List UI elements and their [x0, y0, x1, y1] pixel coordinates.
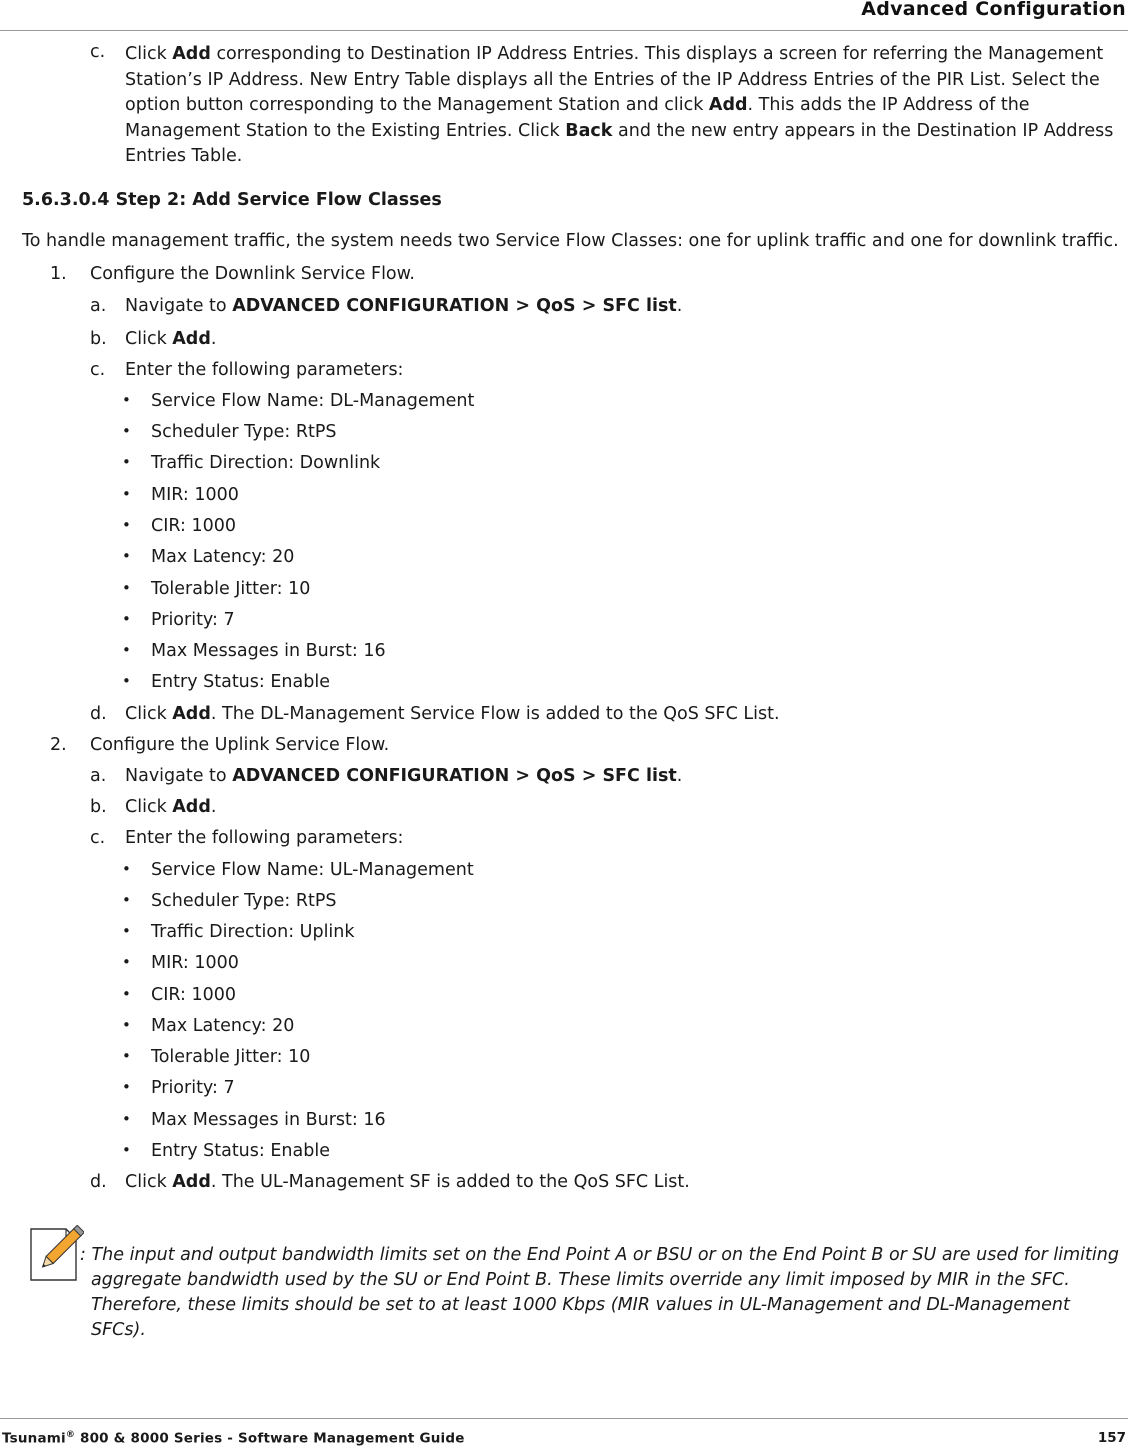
page-footer — [0, 1418, 1128, 1448]
step-c-paragraph: Click Add corresponding to Destination IP Address Entries. This displays a screen for referring the Management Station’s IP Address. New Entry Table displays all the Entries of the IP Address Entries of the PIR List. Select the option button corresponding to the Management Station and click Add. This adds the IP Address of the Management Station to the Existing Entries. Click Back and the new entry appears in the Destination IP Address Entries Table. — [125, 44, 1114, 167]
list-item: Service Flow Name: DL-Management — [151, 391, 475, 411]
list-item: Tolerable Jitter: 10 — [151, 579, 311, 599]
bullet-icon: • — [122, 1047, 131, 1065]
step-2b-label: b. — [90, 797, 107, 817]
bullet-icon: • — [122, 1110, 131, 1128]
list-item: MIR: 1000 — [151, 485, 239, 505]
section-heading: 5.6.3.0.4 Step 2: Add Service Flow Classes — [22, 190, 442, 210]
bullet-icon: • — [122, 391, 131, 409]
step-2a-label: a. — [90, 766, 107, 786]
list-item: Traffic Direction: Uplink — [151, 922, 355, 942]
note-text: : The input and output bandwidth limits set on the End Point A or BSU or on the End Point B or SU are used for limiting aggregate bandwidth used by the SU or End Point B. These limits override any limit imposed by MIR in the SFC. Therefore, these limits should be set to at least 1000 Kbps (MIR values in UL-Management and DL-Management SFCs). — [80, 1245, 1119, 1340]
step-1-title: Configure the Downlink Service Flow. — [90, 264, 415, 284]
step-1c-label: c. — [90, 360, 106, 380]
list-item: MIR: 1000 — [151, 953, 239, 973]
list-item: Traffic Direction: Downlink — [151, 453, 381, 473]
bullet-icon: • — [122, 516, 131, 534]
list-item: Tolerable Jitter: 10 — [151, 1047, 311, 1067]
step-2d-text: Click Add. The UL-Management SF is added to the QoS SFC List. — [125, 1172, 690, 1192]
back-keyword: Back — [565, 120, 613, 141]
bullet-icon: • — [122, 922, 131, 940]
list-item: Priority: 7 — [151, 610, 235, 630]
list-item: CIR: 1000 — [151, 985, 236, 1005]
step-1a-label: a. — [90, 296, 107, 316]
bullet-icon: • — [122, 985, 131, 1003]
step-1c-text: Enter the following parameters: — [125, 360, 404, 380]
bullet-icon: • — [122, 1078, 131, 1096]
bullet-icon: • — [122, 953, 131, 971]
bullet-icon: • — [122, 547, 131, 565]
list-item: Max Messages in Burst: 16 — [151, 1110, 386, 1130]
step-1d-label: d. — [90, 704, 107, 724]
list-item: Scheduler Type: RtPS — [151, 422, 337, 442]
bullet-icon: • — [122, 1141, 131, 1159]
step-2c-text: Enter the following parameters: — [125, 828, 404, 848]
bullet-icon: • — [122, 579, 131, 597]
bullet-icon: • — [122, 453, 131, 471]
list-item: Max Messages in Burst: 16 — [151, 641, 386, 661]
list-item: CIR: 1000 — [151, 516, 236, 536]
step-2-number: 2. — [50, 735, 67, 755]
section-intro: To handle management traffic, the system needs two Service Flow Classes: one for uplink traffic and one for downlink traffic. — [22, 231, 1119, 251]
bullet-icon: • — [122, 422, 131, 440]
bullet-icon: • — [122, 860, 131, 878]
list-item: Entry Status: Enable — [151, 1141, 330, 1161]
page-header — [0, 0, 1128, 31]
step-1b-text: Click Add. — [125, 329, 217, 349]
bullet-icon: • — [122, 485, 131, 503]
add-keyword: Add — [708, 95, 748, 116]
step-2d-label: d. — [90, 1172, 107, 1192]
list-item: Scheduler Type: RtPS — [151, 891, 337, 911]
footer-title: Tsunami® 800 & 8000 Series - Software Management Guide — [2, 1430, 465, 1447]
step-2-title: Configure the Uplink Service Flow. — [90, 735, 390, 755]
bullet-icon: • — [122, 610, 131, 628]
step-2b-text: Click Add. — [125, 797, 217, 817]
page-number: 157 — [1097, 1430, 1126, 1446]
step-1d-text: Click Add. The DL-Management Service Flow is added to the QoS SFC List. — [125, 704, 780, 724]
list-item: Entry Status: Enable — [151, 672, 330, 692]
list-item: Max Latency: 20 — [151, 547, 295, 567]
bullet-icon: • — [122, 641, 131, 659]
step-1b-label: b. — [90, 329, 107, 349]
step-c-label: c. — [90, 42, 106, 62]
header-title: Advanced Configuration — [861, 0, 1126, 20]
step-2a-text: Navigate to ADVANCED CONFIGURATION > QoS > SFC list. — [125, 766, 683, 786]
list-item: Service Flow Name: UL-Management — [151, 860, 474, 880]
bullet-icon: • — [122, 891, 131, 909]
step-1-number: 1. — [50, 264, 67, 284]
note-pencil-icon — [28, 1225, 84, 1285]
step-1a-text: Navigate to ADVANCED CONFIGURATION > QoS > SFC list. — [125, 296, 683, 316]
list-item: Max Latency: 20 — [151, 1016, 295, 1036]
step-2c-label: c. — [90, 828, 106, 848]
bullet-icon: • — [122, 1016, 131, 1034]
bullet-icon: • — [122, 672, 131, 690]
list-item: Priority: 7 — [151, 1078, 235, 1098]
add-keyword: Add — [172, 44, 211, 64]
